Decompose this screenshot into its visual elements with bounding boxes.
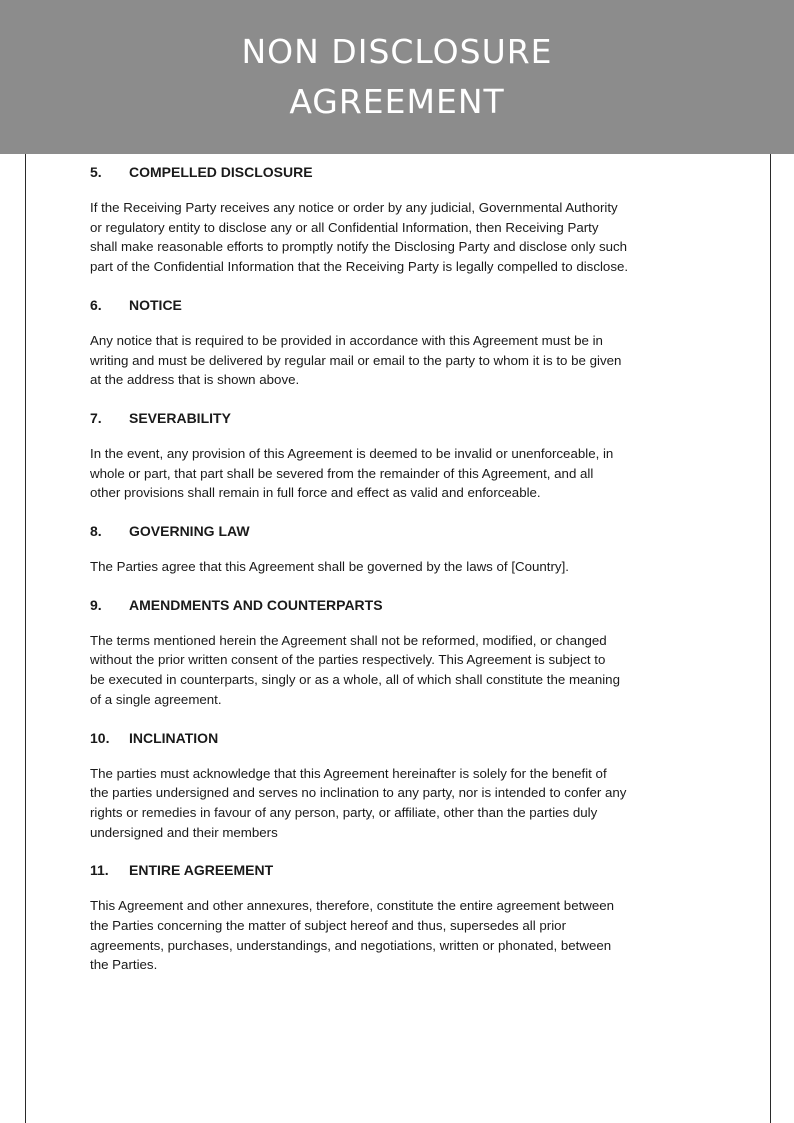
clause-heading xyxy=(90,163,710,181)
clause-heading xyxy=(90,861,710,879)
clause-text-line: of a single agreement. xyxy=(90,691,222,707)
clause-text-line: part of the Confidential Information that the Receiving Party is legally compelled to disclose. xyxy=(90,259,629,275)
clause-section xyxy=(90,296,710,390)
clause-text-line: the Parties. xyxy=(90,957,158,973)
clause-text-line: This Agreement and other annexures, therefore, constitute the entire agreement between xyxy=(90,898,615,914)
clause-text-line: The parties must acknowledge that this Agreement hereinafter is solely for the benefit of xyxy=(90,765,607,781)
clause-text-line: In the event, any provision of this Agreement is deemed to be invalid or unenforceable, in xyxy=(90,445,614,461)
clause-body xyxy=(90,896,710,975)
title-banner xyxy=(0,0,794,154)
clause-text-line: undersigned and their members xyxy=(90,824,278,840)
clause-text-line: rights or remedies in favour of any person, party, or affiliate, other than the parties duly xyxy=(90,804,598,820)
clause-body xyxy=(90,198,710,277)
clause-text-line: be executed in counterparts, singly or as a whole, all of which shall constitute the meaning xyxy=(90,672,620,688)
clause-number: 5. xyxy=(90,164,102,180)
clause-text-line: the parties undersigned and serves no inclination to any party, nor is intended to confer any xyxy=(90,785,627,801)
clause-body xyxy=(90,631,710,710)
clause-section xyxy=(90,163,710,277)
clause-text-line: The terms mentioned herein the Agreement shall not be reformed, modified, or changed xyxy=(90,632,607,648)
clause-body xyxy=(90,557,710,577)
clause-number: 6. xyxy=(90,296,102,313)
title-line-1: NON DISCLOSURE xyxy=(241,32,553,71)
clause-section xyxy=(90,522,710,577)
clause-title: SEVERABILITY xyxy=(129,409,231,426)
clause-title: COMPELLED DISCLOSURE xyxy=(129,164,313,180)
clause-text-line: at the address that is shown above. xyxy=(90,372,300,388)
clause-text-line: agreements, purchases, understandings, and negotiations, written or phonated, between xyxy=(90,937,612,953)
page-border-right xyxy=(770,154,771,1123)
clause-body xyxy=(90,331,710,390)
clause-section xyxy=(90,596,710,710)
clause-number: 7. xyxy=(90,409,102,426)
clause-title: AMENDMENTS AND COUNTERPARTS xyxy=(129,596,383,613)
document-body xyxy=(90,163,710,994)
title-line-2: AGREEMENT xyxy=(289,82,505,121)
clause-title: NOTICE xyxy=(129,296,182,313)
clause-heading xyxy=(90,296,710,314)
clause-title: INCLINATION xyxy=(129,729,219,746)
clause-heading xyxy=(90,522,710,540)
clause-title: GOVERNING LAW xyxy=(129,523,250,540)
clause-text-line: the Parties concerning the matter of subject hereof and thus, supersedes all prior xyxy=(90,918,567,934)
clause-text-line: writing and must be delivered by regular mail or email to the party to whom it is to be given xyxy=(90,352,622,368)
clause-section xyxy=(90,729,710,843)
clause-heading xyxy=(90,409,710,427)
clause-heading xyxy=(90,729,710,747)
clause-text-line: If the Receiving Party receives any notice or order by any judicial, Governmental Authority xyxy=(90,200,618,215)
clause-text-line: or regulatory entity to disclose any or all Confidential Information, then Receiving Party xyxy=(90,219,599,235)
clause-text-line: shall make reasonable efforts to promptly notify the Disclosing Party and disclose only such xyxy=(90,239,628,255)
clause-section xyxy=(90,409,710,503)
clause-text-line: other provisions shall remain in full force and effect as valid and enforceable. xyxy=(90,485,541,501)
clause-body xyxy=(90,764,710,843)
clause-text-line: The Parties agree that this Agreement shall be governed by the laws of [Country]. xyxy=(90,559,569,575)
clause-number: 8. xyxy=(90,523,102,540)
clause-number: 9. xyxy=(90,596,102,613)
clause-title: ENTIRE AGREEMENT xyxy=(129,862,274,879)
clause-text-line: whole or part, that part shall be severed from the remainder of this Agreement, and all xyxy=(90,465,594,481)
clause-text-line: Any notice that is required to be provided in accordance with this Agreement must be in xyxy=(90,332,603,348)
clause-section xyxy=(90,861,710,975)
page-border-left xyxy=(25,154,26,1123)
clause-text-line: without the prior written consent of the parties respectively. This Agreement is subject to xyxy=(90,652,606,668)
clause-heading xyxy=(90,596,710,614)
clause-number: 11. xyxy=(90,862,109,879)
clause-number: 10. xyxy=(90,729,110,746)
clause-body xyxy=(90,444,710,503)
